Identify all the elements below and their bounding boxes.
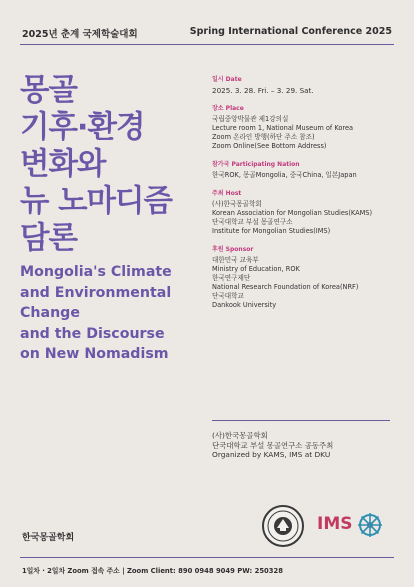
header-event-en: Spring International Conference 2025 <box>189 26 392 37</box>
info-host <box>212 188 402 236</box>
info-line: Dankook University <box>212 301 277 309</box>
title-english <box>20 262 190 365</box>
ims-logo: IMS <box>317 514 353 534</box>
info-line: 국립중앙박물관 제1강의실 <box>212 115 289 123</box>
title-en-line: and the Discourse <box>20 325 165 342</box>
title-en-line: and Environmental <box>20 284 172 301</box>
organizer-line: Organized by KAMS, IMS at DKU <box>212 450 331 460</box>
info-line: Zoom Online(See Bottom Address) <box>212 142 327 150</box>
event-info <box>212 74 402 318</box>
info-line: Zoom 온라인 방행(하단 주소 참조) <box>212 133 315 141</box>
info-line: 대한민국 교육부 <box>212 256 259 264</box>
title-en-line: on New Nomadism <box>20 346 169 362</box>
title-ko-line: 몽골 <box>20 73 77 108</box>
title-ko-line: 담론 <box>20 221 77 256</box>
kams-seal-icon <box>262 505 304 547</box>
info-line: (사)한국몽골학회 <box>212 200 262 208</box>
info-place <box>212 103 402 151</box>
header-event-ko: 2025년 춘계 국제학술대회 <box>22 29 138 40</box>
organizer-line: (사)한국몽골학회 <box>212 431 268 440</box>
info-line: 2025. 3. 28. Fri. – 3. 29. Sat. <box>212 86 314 95</box>
info-line: 한국연구재단 <box>212 274 251 282</box>
title-en-line: Mongolia's Climate <box>20 264 172 280</box>
title-ko-line: 변화와 <box>20 147 106 182</box>
info-label: 참가국 Participating Nation <box>212 161 300 168</box>
organizer-line: 단국대학교 부설 몽골연구소 공동주최 <box>212 440 334 450</box>
middle-divider <box>212 420 390 421</box>
info-line: Institute for Mongolian Studies(IMS) <box>212 227 331 235</box>
info-line: 한국ROK, 몽골Mongolia, 중국China, 일본Japan <box>212 171 357 179</box>
info-line: Ministry of Education, ROK <box>212 265 300 273</box>
info-line: Lecture room 1, National Museum of Korea <box>212 124 354 132</box>
organizers <box>212 431 392 460</box>
zoom-address: 1일차 · 2일차 Zoom 접속 주소 | Zoom Client: 890 0948 9049 PW: 250328 <box>22 567 283 575</box>
title-en-line: Change <box>20 305 80 321</box>
top-divider <box>20 44 394 45</box>
society-name: 한국몽골학회 <box>22 533 75 543</box>
title-ko-line: 뉴 노마디즘 <box>20 184 172 219</box>
info-sponsor <box>212 244 402 310</box>
info-line: 단국대학교 <box>212 292 244 300</box>
info-label: 주최 Host <box>212 190 242 197</box>
title-ko-line: 기후·환경 <box>20 110 145 145</box>
info-label: 일시 Date <box>212 76 242 83</box>
info-nations <box>212 159 402 180</box>
bottom-divider <box>20 557 394 558</box>
info-line: National Research Foundation of Korea(NRF) <box>212 283 359 291</box>
info-label: 후원 Sponsor <box>212 246 254 253</box>
dharma-wheel-icon <box>356 511 384 539</box>
info-label: 장소 Place <box>212 105 244 112</box>
info-line: Korean Association for Mongolian Studies(KAMS) <box>212 209 373 217</box>
title-korean <box>20 72 190 257</box>
info-date <box>212 74 402 95</box>
info-line: 단국대학교 부설 몽골연구소 <box>212 218 293 226</box>
